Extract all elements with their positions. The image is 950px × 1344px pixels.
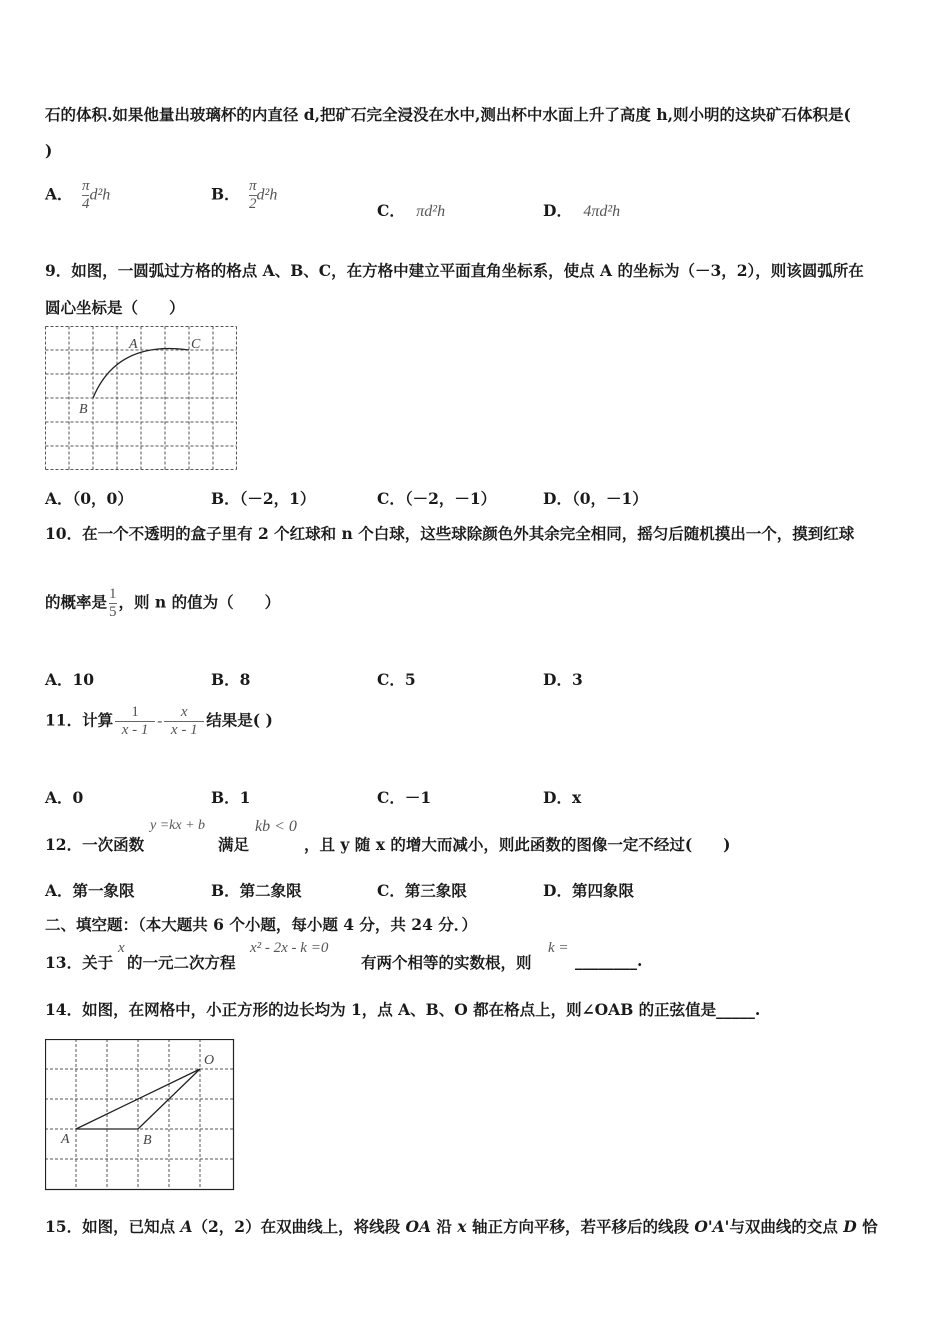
q11-prefix: 11．计算 [45, 710, 114, 730]
q8-option-d [543, 199, 620, 221]
q13-mid: 的一元二次方程 [127, 953, 236, 972]
q15-prefix: 15．如图，已知点 [45, 1217, 181, 1236]
q11-option-a: A．0 [45, 788, 84, 807]
denominator: x - 1 [170, 722, 198, 738]
q14-text: 14．如图，在网格中，小正方形的边长均为 1，点 A、B、O 都在格点上，则∠OAB 的正弦值是_____. [45, 1000, 761, 1019]
q11-option-c: C．－1 [377, 788, 432, 807]
q10-option-d: D．3 [543, 670, 583, 689]
q15-text [45, 1215, 878, 1237]
q11-option-b: B．1 [211, 788, 251, 807]
q11-line [45, 704, 273, 739]
q12-function: y =kx + b [150, 818, 206, 833]
segment-o-prime-a-prime: O'A' [694, 1217, 730, 1236]
numerator: x [180, 704, 188, 720]
expression: d²h [256, 186, 278, 204]
point-b-label: B [79, 402, 88, 417]
q15-segment-2: 沿 [431, 1217, 458, 1236]
q8-line2: ) [45, 141, 53, 160]
q12-option-c: C．第三象限 [377, 881, 467, 900]
fraction [109, 586, 117, 621]
q13-equation: x² - 2x - k =0 [250, 940, 329, 956]
point-a-label: A [61, 1132, 70, 1147]
q9-grid-figure [45, 326, 237, 470]
grid-lines [46, 327, 237, 470]
q8-line1: 石的体积.如果他量出玻璃杯的内直径 d,把矿石完全浸没在水中,测出杯中水面上升了高度 h,则小明的这块矿石体积是( [45, 105, 851, 124]
q9-option-b: B．（－2，1） [211, 489, 316, 508]
numerator: π [81, 178, 90, 194]
q12-condition: kb < 0 [255, 818, 297, 835]
option-label: D． [543, 201, 572, 220]
x-axis-var: x [457, 1217, 467, 1236]
q11-suffix: 结果是( ) [206, 710, 273, 730]
q11-option-d: D．x [543, 788, 582, 807]
q10-suffix: ，则 n 的值为（ ） [118, 592, 281, 612]
q12-mid: 满足 [218, 835, 250, 854]
q12-option-d: D．第四象限 [543, 881, 634, 900]
q8-option-c [377, 199, 445, 221]
point-c-label: C [191, 337, 201, 352]
fraction-2 [164, 704, 204, 739]
q9-line1: 9．如图，一圆弧过方格的格点 A、B、C，在方格中建立平面直角坐标系，使点 A 的坐标为（－3，2），则该圆弧所在 [45, 261, 864, 280]
fraction [249, 178, 257, 213]
q15-segment-1: （2，2）在双曲线上，将线段 [192, 1217, 406, 1236]
q10-prefix: 的概率是 [45, 592, 108, 612]
point-a-label: A [129, 337, 138, 352]
q14-grid-figure [45, 1039, 235, 1191]
q15-segment-4: 与双曲线的交点 [729, 1217, 844, 1236]
denominator: 2 [249, 196, 257, 212]
q8-option-b [211, 178, 277, 213]
section-heading: 二、填空题：（本大题共 6 个小题，每小题 4 分，共 24 分．） [45, 915, 478, 934]
point-d: D [843, 1217, 857, 1236]
q10-option-a: A．10 [45, 670, 95, 689]
option-label: B． [211, 184, 240, 204]
denominator: x - 1 [121, 722, 149, 738]
q9-option-c: C．（－2，－1） [377, 489, 497, 508]
q12-prefix: 12．一次函数 [45, 835, 145, 854]
q12-option-a: A．第一象限 [45, 881, 135, 900]
denominator: 5 [109, 604, 117, 620]
minus-sign: - [157, 712, 163, 730]
q15-suffix: 恰 [856, 1217, 878, 1236]
segment-oa: OA [405, 1217, 431, 1236]
point-a: A [180, 1217, 193, 1236]
q15-segment-3: 轴正方向平移，若平移后的线段 [466, 1217, 695, 1236]
point-b-label: B [143, 1133, 152, 1148]
numerator: π [249, 178, 257, 194]
q10-option-c: C．5 [377, 670, 416, 689]
option-label: A． [45, 184, 73, 204]
expression: d²h [89, 186, 111, 204]
q13-blank: ________. [575, 951, 643, 970]
q12-suffix: ，且 y 随 x 的增大而减小，则此函数的图像一定不经过( ) [304, 835, 731, 854]
q9-option-a: A．（0，0） [45, 489, 133, 508]
option-label: C． [377, 201, 405, 220]
point-o-label: O [204, 1053, 215, 1068]
numerator: 1 [131, 704, 139, 720]
q12-option-b: B．第二象限 [211, 881, 302, 900]
q9-option-d: D．（0，－1） [543, 489, 648, 508]
q13-suffix: 有两个相等的实数根，则 [361, 953, 532, 972]
fraction-1 [115, 704, 155, 739]
q10-line1: 10．在一个不透明的盒子里有 2 个红球和 n 个白球，这些球除颜色外其余完全相同，摇匀后随机摸出一个，摸到红球 [45, 524, 855, 543]
expression: 4πd²h [583, 203, 621, 220]
denominator: 4 [81, 196, 90, 212]
q10-line2 [45, 586, 280, 621]
q13-prefix: 13．关于 [45, 953, 114, 972]
numerator: 1 [109, 586, 117, 602]
q13-k: k = [548, 940, 569, 956]
q10-option-b: B．8 [211, 670, 251, 689]
q13-variable: x [118, 940, 125, 956]
q9-line2: 圆心坐标是（ ） [45, 298, 185, 317]
expression: πd²h [416, 203, 446, 220]
q8-option-a [45, 178, 110, 213]
